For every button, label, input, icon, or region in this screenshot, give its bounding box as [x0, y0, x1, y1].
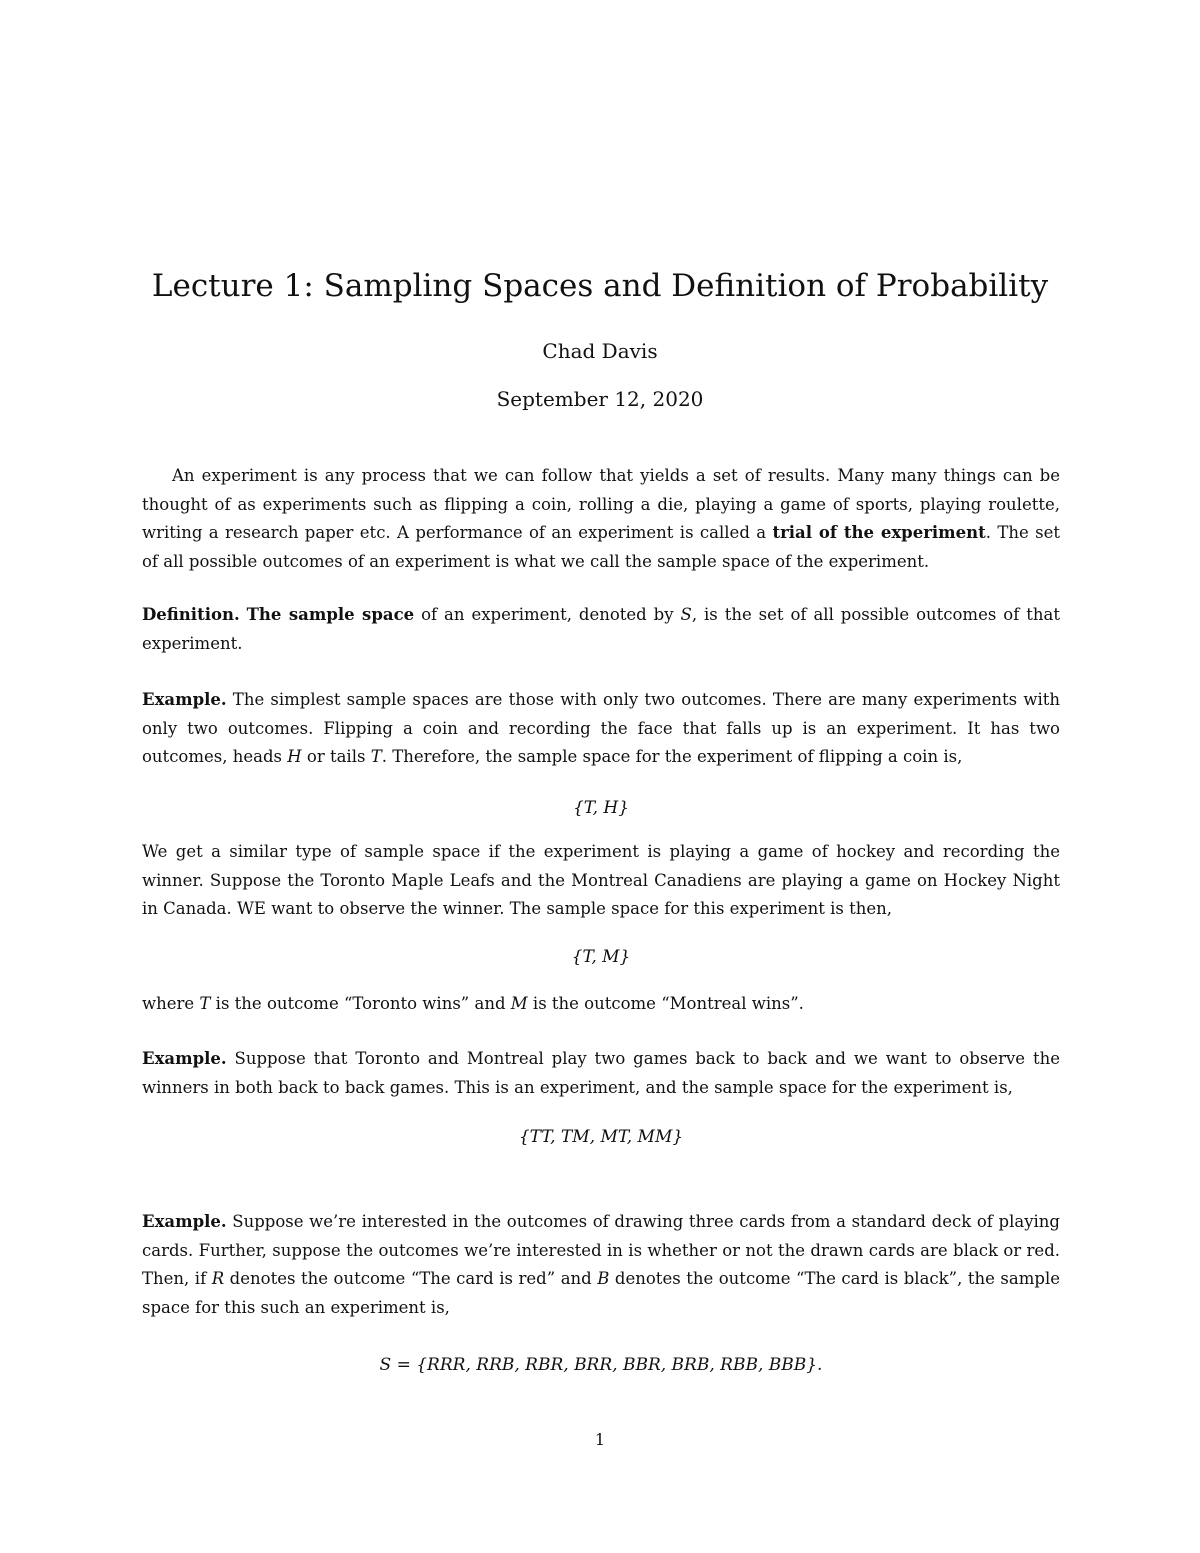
example-coin-paragraph: Example. The simplest sample spaces are those with only two outcomes. There are many experiments with only two outcomes. Flipping a coin and recording the face that falls up is an experiment. It has two outcomes, heads H or tails T. Therefore, the sample space for the experiment of flipping a coin is,	[142, 690, 1060, 766]
document-date: September 12, 2020	[496, 387, 704, 411]
page-number: 1	[594, 1430, 606, 1449]
sample-space-term: The sample space	[246, 605, 415, 624]
example-label: Example.	[142, 1212, 227, 1231]
equation-hockey: {T, M}	[571, 947, 631, 967]
hockey-paragraph: We get a similar type of sample space if the experiment is playing a game of hockey and recording the winner. Suppose the Toronto Maple Leafs and the Montreal Canadiens are playing a game on Hockey Night in Canada. WE want to observe the winner. The sample space for this experiment is then,	[142, 842, 1060, 918]
intro-paragraph: An experiment is any process that we can follow that yields a set of results. Many many things can be thought of as experiments such as flipping a coin, rolling a die, playing a game of sports, playing roulette, writing a research paper etc. A performance of an experiment is called a trial of the experiment. The set of all possible outcomes of an experiment is what we call the sample space of the experiment.	[142, 466, 1060, 571]
definition-paragraph: Definition. The sample space of an experiment, denoted by S, is the set of all possible outcomes of that experiment.	[142, 605, 1060, 653]
author-name: Chad Davis	[542, 339, 658, 363]
document-title: Lecture 1: Sampling Spaces and Definition of Probability	[151, 268, 1049, 304]
equation-two-games: {TT, TM, MT, MM}	[518, 1127, 684, 1147]
equation-cards: S = {RRR, RRB, RBR, BRR, BBR, BRB, RBB, BBB}.	[379, 1355, 823, 1375]
equation-coin: {T, H}	[572, 798, 630, 818]
example-two-games-paragraph: Example. Suppose that Toronto and Montreal play two games back to back and we want to observe the winners in both back to back games. This is an experiment, and the sample space for the experiment is,	[142, 1049, 1060, 1097]
trial-term: trial of the experiment	[772, 523, 986, 542]
example-cards-paragraph: Example. Suppose we’re interested in the outcomes of drawing three cards from a standard deck of playing cards. Further, suppose the outcomes we’re interested in is whether or not the drawn cards are black or red. Then, if R denotes the outcome “The card is red” and B denotes the outcome “The card is black”, the sample space for this such an experiment is,	[142, 1212, 1060, 1317]
definition-label: Definition.	[142, 605, 240, 624]
example-label: Example.	[142, 690, 227, 709]
where-paragraph: where T is the outcome “Toronto wins” and M is the outcome “Montreal wins”.	[142, 994, 804, 1013]
example-label: Example.	[142, 1049, 227, 1068]
